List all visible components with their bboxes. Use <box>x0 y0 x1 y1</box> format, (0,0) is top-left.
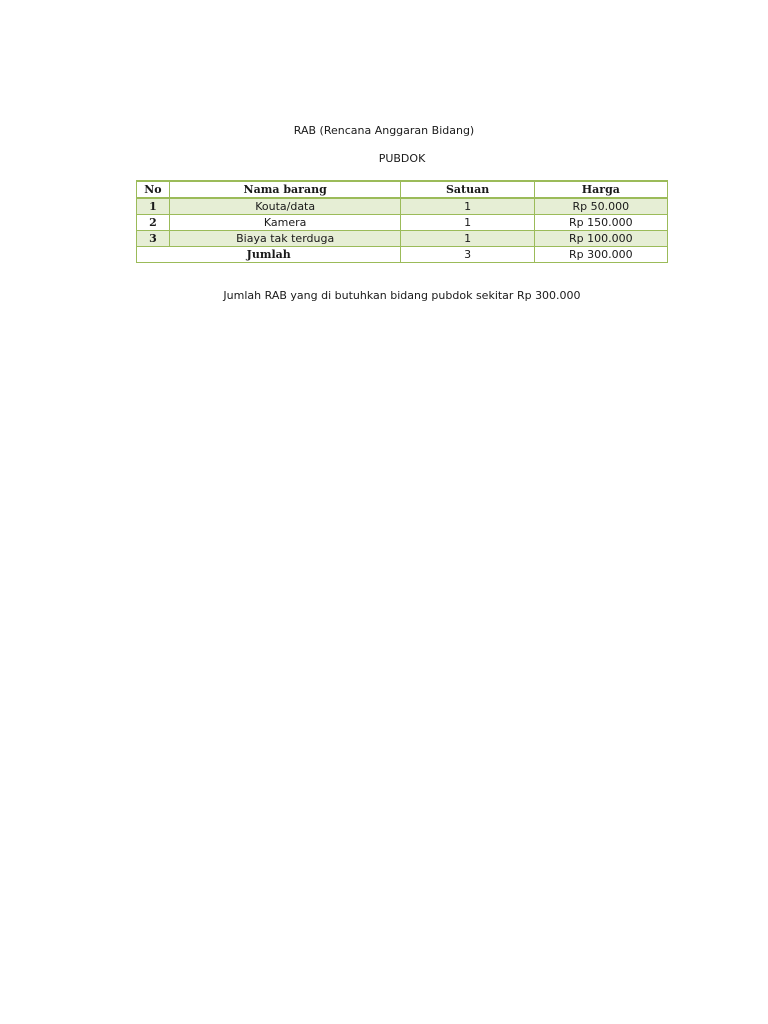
row-unit: 1 <box>401 198 534 215</box>
table-row <box>137 231 668 247</box>
row-price: Rp 100.000 <box>534 231 667 247</box>
header-unit: Satuan <box>401 181 534 198</box>
row-name: Kamera <box>169 215 401 231</box>
total-row <box>137 247 668 263</box>
total-label: Jumlah <box>137 247 401 263</box>
row-unit: 1 <box>401 231 534 247</box>
row-no: 2 <box>137 215 170 231</box>
row-price: Rp 150.000 <box>534 215 667 231</box>
table-row <box>137 215 668 231</box>
budget-table <box>136 180 668 263</box>
table-row <box>137 198 668 215</box>
total-price: Rp 300.000 <box>534 247 667 263</box>
document-title: RAB (Rencana Anggaran Bidang) <box>293 124 475 137</box>
row-name: Kouta/data <box>169 198 401 215</box>
row-no: 3 <box>137 231 170 247</box>
header-price: Harga <box>534 181 667 198</box>
header-name: Nama barang <box>169 181 401 198</box>
summary-text: Jumlah RAB yang di butuhkan bidang pubdok sekitar Rp 300.000 <box>223 289 581 302</box>
row-no: 1 <box>137 198 170 215</box>
document-subtitle: PUBDOK <box>378 152 426 165</box>
row-name: Biaya tak terduga <box>169 231 401 247</box>
table-header-row <box>137 181 668 198</box>
row-unit: 1 <box>401 215 534 231</box>
header-no: No <box>137 181 170 198</box>
row-price: Rp 50.000 <box>534 198 667 215</box>
total-unit: 3 <box>401 247 534 263</box>
